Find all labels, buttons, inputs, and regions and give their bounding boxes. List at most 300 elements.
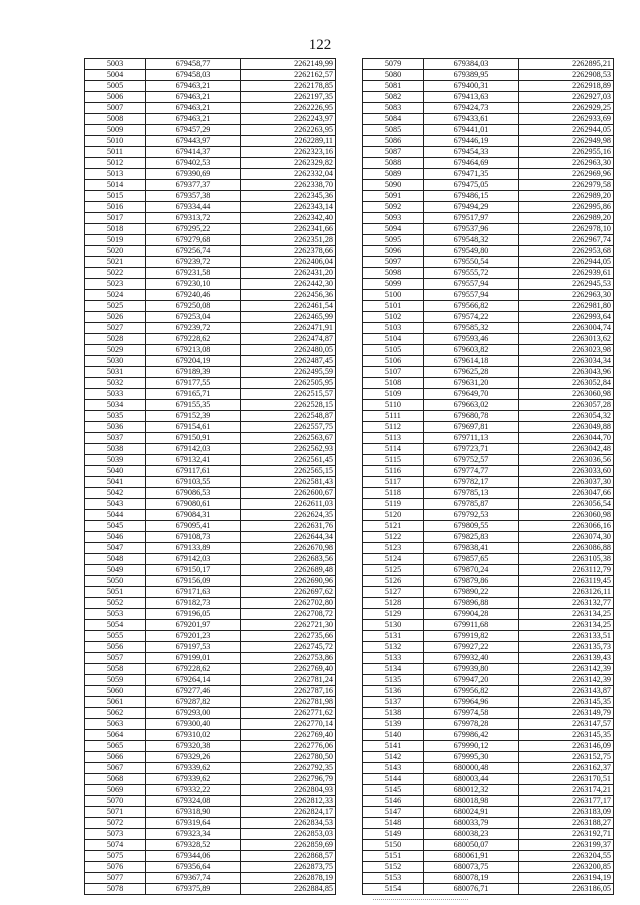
point-number-cell: 5061 [85, 697, 146, 708]
point-number-cell: 5105 [363, 345, 424, 356]
point-number-cell: 5100 [363, 290, 424, 301]
table-row [85, 257, 336, 268]
point-number-cell: 5020 [85, 246, 146, 257]
x-coordinate-cell: 679328,52 [146, 840, 241, 851]
table-row [363, 862, 614, 873]
point-number-cell: 5142 [363, 752, 424, 763]
y-coordinate-cell: 2262949,98 [519, 136, 614, 147]
point-number-cell: 5028 [85, 334, 146, 345]
table-row [363, 455, 614, 466]
x-coordinate-cell: 679911,68 [424, 620, 519, 631]
table-row [363, 829, 614, 840]
point-number-cell: 5007 [85, 103, 146, 114]
point-number-cell: 5146 [363, 796, 424, 807]
y-coordinate-cell: 2262780,50 [241, 752, 336, 763]
x-coordinate-cell: 679475,05 [424, 180, 519, 191]
y-coordinate-cell: 2262993,64 [519, 312, 614, 323]
x-coordinate-cell: 679400,31 [424, 81, 519, 92]
x-coordinate-cell: 679132,41 [146, 455, 241, 466]
page-number: 122 [308, 37, 332, 53]
y-coordinate-cell: 2262753,86 [241, 653, 336, 664]
point-number-cell: 5017 [85, 213, 146, 224]
x-coordinate-cell: 679413,63 [424, 92, 519, 103]
table-row [85, 312, 336, 323]
table-row [363, 433, 614, 444]
point-number-cell: 5039 [85, 455, 146, 466]
point-number-cell: 5060 [85, 686, 146, 697]
point-number-cell: 5098 [363, 268, 424, 279]
point-number-cell: 5108 [363, 378, 424, 389]
y-coordinate-cell: 2262644,34 [241, 532, 336, 543]
y-coordinate-cell: 2262515,57 [241, 389, 336, 400]
x-coordinate-cell: 679825,83 [424, 532, 519, 543]
x-coordinate-cell: 679414,37 [146, 147, 241, 158]
y-coordinate-cell: 2262345,36 [241, 191, 336, 202]
y-coordinate-cell: 2263145,35 [519, 697, 614, 708]
table-row [363, 664, 614, 675]
table-row [363, 499, 614, 510]
y-coordinate-cell: 2263044,70 [519, 433, 614, 444]
y-coordinate-cell: 2263147,57 [519, 719, 614, 730]
x-coordinate-cell: 679809,55 [424, 521, 519, 532]
x-coordinate-cell: 679155,35 [146, 400, 241, 411]
y-coordinate-cell: 2262341,66 [241, 224, 336, 235]
y-coordinate-cell: 2262873,75 [241, 862, 336, 873]
table-row [85, 213, 336, 224]
point-number-cell: 5067 [85, 763, 146, 774]
table-row [85, 785, 336, 796]
y-coordinate-cell: 2262563,67 [241, 433, 336, 444]
y-coordinate-cell: 2262351,28 [241, 235, 336, 246]
x-coordinate-cell: 679932,40 [424, 653, 519, 664]
y-coordinate-cell: 2262895,21 [519, 59, 614, 70]
table-row [85, 114, 336, 125]
y-coordinate-cell: 2262329,82 [241, 158, 336, 169]
y-coordinate-cell: 2262495,59 [241, 367, 336, 378]
point-number-cell: 5030 [85, 356, 146, 367]
y-coordinate-cell: 2262480,05 [241, 345, 336, 356]
point-number-cell: 5062 [85, 708, 146, 719]
table-row [85, 576, 336, 587]
y-coordinate-cell: 2262378,66 [241, 246, 336, 257]
table-row [85, 246, 336, 257]
table-row [85, 697, 336, 708]
x-coordinate-cell: 679904,28 [424, 609, 519, 620]
y-coordinate-cell: 2263042,48 [519, 444, 614, 455]
y-coordinate-cell: 2262787,16 [241, 686, 336, 697]
y-coordinate-cell: 2263056,54 [519, 499, 614, 510]
x-coordinate-cell: 680050,07 [424, 840, 519, 851]
x-coordinate-cell: 679454,33 [424, 147, 519, 158]
table-row [85, 367, 336, 378]
y-coordinate-cell: 2262963,30 [519, 290, 614, 301]
point-number-cell: 5145 [363, 785, 424, 796]
point-number-cell: 5010 [85, 136, 146, 147]
x-coordinate-cell: 679318,90 [146, 807, 241, 818]
table-row [363, 444, 614, 455]
table-row [85, 862, 336, 873]
y-coordinate-cell: 2262670,98 [241, 543, 336, 554]
y-coordinate-cell: 2262884,85 [241, 884, 336, 895]
x-coordinate-cell: 679389,95 [424, 70, 519, 81]
table-row [363, 675, 614, 686]
x-coordinate-cell: 679133,89 [146, 543, 241, 554]
point-number-cell: 5102 [363, 312, 424, 323]
table-row [85, 290, 336, 301]
point-number-cell: 5063 [85, 719, 146, 730]
x-coordinate-cell: 679201,23 [146, 631, 241, 642]
point-number-cell: 5029 [85, 345, 146, 356]
table-row [85, 466, 336, 477]
x-coordinate-cell: 679890,22 [424, 587, 519, 598]
x-coordinate-cell: 679240,46 [146, 290, 241, 301]
y-coordinate-cell: 2262178,85 [241, 81, 336, 92]
table-row [85, 125, 336, 136]
y-coordinate-cell: 2262967,74 [519, 235, 614, 246]
table-row [363, 807, 614, 818]
point-number-cell: 5110 [363, 400, 424, 411]
y-coordinate-cell: 2262461,54 [241, 301, 336, 312]
x-coordinate-cell: 680076,71 [424, 884, 519, 895]
y-coordinate-cell: 2262611,03 [241, 499, 336, 510]
x-coordinate-cell: 679332,22 [146, 785, 241, 796]
x-coordinate-cell: 679603,82 [424, 345, 519, 356]
table-row [363, 246, 614, 257]
x-coordinate-cell: 679171,63 [146, 587, 241, 598]
x-coordinate-cell: 679084,31 [146, 510, 241, 521]
x-coordinate-cell: 679300,40 [146, 719, 241, 730]
x-coordinate-cell: 679256,74 [146, 246, 241, 257]
point-number-cell: 5071 [85, 807, 146, 818]
y-coordinate-cell: 2262708,72 [241, 609, 336, 620]
table-row [363, 103, 614, 114]
x-coordinate-cell: 679537,96 [424, 224, 519, 235]
x-coordinate-cell: 679377,37 [146, 180, 241, 191]
y-coordinate-cell: 2263149,79 [519, 708, 614, 719]
table-row [363, 598, 614, 609]
y-coordinate-cell: 2262933,69 [519, 114, 614, 125]
table-row [363, 147, 614, 158]
table-row [85, 268, 336, 279]
y-coordinate-cell: 2263135,73 [519, 642, 614, 653]
x-coordinate-cell: 680018,98 [424, 796, 519, 807]
point-number-cell: 5133 [363, 653, 424, 664]
x-coordinate-cell: 679463,21 [146, 114, 241, 125]
y-coordinate-cell: 2262442,30 [241, 279, 336, 290]
point-number-cell: 5049 [85, 565, 146, 576]
x-coordinate-cell: 679555,72 [424, 268, 519, 279]
point-number-cell: 5044 [85, 510, 146, 521]
x-coordinate-cell: 679896,88 [424, 598, 519, 609]
point-number-cell: 5012 [85, 158, 146, 169]
point-number-cell: 5140 [363, 730, 424, 741]
y-coordinate-cell: 2262557,75 [241, 422, 336, 433]
table-row [363, 389, 614, 400]
point-number-cell: 5022 [85, 268, 146, 279]
table-row [363, 235, 614, 246]
x-coordinate-cell: 679390,69 [146, 169, 241, 180]
table-row [363, 367, 614, 378]
point-number-cell: 5064 [85, 730, 146, 741]
table-row [85, 81, 336, 92]
table-row [85, 642, 336, 653]
x-coordinate-cell: 679557,94 [424, 290, 519, 301]
table-row [85, 499, 336, 510]
table-row [85, 92, 336, 103]
point-number-cell: 5033 [85, 389, 146, 400]
x-coordinate-cell: 679631,20 [424, 378, 519, 389]
x-coordinate-cell: 679649,70 [424, 389, 519, 400]
x-coordinate-cell: 679402,53 [146, 158, 241, 169]
point-number-cell: 5115 [363, 455, 424, 466]
point-number-cell: 5034 [85, 400, 146, 411]
point-number-cell: 5126 [363, 576, 424, 587]
point-number-cell: 5088 [363, 158, 424, 169]
point-number-cell: 5056 [85, 642, 146, 653]
table-row [85, 356, 336, 367]
y-coordinate-cell: 2262859,69 [241, 840, 336, 851]
y-coordinate-cell: 2262702,80 [241, 598, 336, 609]
table-row [363, 411, 614, 422]
point-number-cell: 5135 [363, 675, 424, 686]
y-coordinate-cell: 2262796,79 [241, 774, 336, 785]
y-coordinate-cell: 2262804,93 [241, 785, 336, 796]
table-row [85, 136, 336, 147]
x-coordinate-cell: 679752,57 [424, 455, 519, 466]
table-row [363, 477, 614, 488]
table-row [85, 708, 336, 719]
point-number-cell: 5079 [363, 59, 424, 70]
table-row [363, 378, 614, 389]
table-row [85, 741, 336, 752]
point-number-cell: 5104 [363, 334, 424, 345]
point-number-cell: 5144 [363, 774, 424, 785]
point-number-cell: 5004 [85, 70, 146, 81]
table-row [85, 455, 336, 466]
point-number-cell: 5116 [363, 466, 424, 477]
point-number-cell: 5078 [85, 884, 146, 895]
point-number-cell: 5120 [363, 510, 424, 521]
y-coordinate-cell: 2262945,53 [519, 279, 614, 290]
table-row [363, 279, 614, 290]
y-coordinate-cell: 2263057,28 [519, 400, 614, 411]
y-coordinate-cell: 2262745,72 [241, 642, 336, 653]
y-coordinate-cell: 2262995,86 [519, 202, 614, 213]
table-row [85, 433, 336, 444]
table-row [363, 136, 614, 147]
x-coordinate-cell: 679838,41 [424, 543, 519, 554]
x-coordinate-cell: 679782,17 [424, 477, 519, 488]
point-number-cell: 5042 [85, 488, 146, 499]
point-number-cell: 5141 [363, 741, 424, 752]
y-coordinate-cell: 2262343,14 [241, 202, 336, 213]
y-coordinate-cell: 2263033,60 [519, 466, 614, 477]
y-coordinate-cell: 2262697,62 [241, 587, 336, 598]
table-row [85, 444, 336, 455]
coordinates-table-left [84, 58, 336, 895]
y-coordinate-cell: 2262456,36 [241, 290, 336, 301]
y-coordinate-cell: 2263112,79 [519, 565, 614, 576]
point-number-cell: 5019 [85, 235, 146, 246]
x-coordinate-cell: 680078,19 [424, 873, 519, 884]
x-coordinate-cell: 679550,54 [424, 257, 519, 268]
y-coordinate-cell: 2263188,27 [519, 818, 614, 829]
x-coordinate-cell: 679204,19 [146, 356, 241, 367]
table-row [363, 543, 614, 554]
table-row [363, 268, 614, 279]
x-coordinate-cell: 679344,06 [146, 851, 241, 862]
y-coordinate-cell: 2262624,35 [241, 510, 336, 521]
x-coordinate-cell: 680061,91 [424, 851, 519, 862]
x-coordinate-cell: 680003,44 [424, 774, 519, 785]
point-number-cell: 5048 [85, 554, 146, 565]
x-coordinate-cell: 679293,00 [146, 708, 241, 719]
table-row [85, 609, 336, 620]
table-row [85, 400, 336, 411]
x-coordinate-cell: 679947,20 [424, 675, 519, 686]
table-row [363, 851, 614, 862]
x-coordinate-cell: 679375,89 [146, 884, 241, 895]
y-coordinate-cell: 2262944,05 [519, 125, 614, 136]
point-number-cell: 5153 [363, 873, 424, 884]
point-number-cell: 5093 [363, 213, 424, 224]
point-number-cell: 5046 [85, 532, 146, 543]
point-number-cell: 5154 [363, 884, 424, 895]
table-row [363, 532, 614, 543]
y-coordinate-cell: 2262776,06 [241, 741, 336, 752]
y-coordinate-cell: 2262978,10 [519, 224, 614, 235]
y-coordinate-cell: 2262769,40 [241, 664, 336, 675]
table-row [363, 92, 614, 103]
y-coordinate-cell: 2262853,03 [241, 829, 336, 840]
x-coordinate-cell: 679574,22 [424, 312, 519, 323]
x-coordinate-cell: 679154,61 [146, 422, 241, 433]
point-number-cell: 5009 [85, 125, 146, 136]
table-row [363, 213, 614, 224]
point-number-cell: 5036 [85, 422, 146, 433]
table-row [85, 334, 336, 345]
y-coordinate-cell: 2262465,99 [241, 312, 336, 323]
table-row [363, 312, 614, 323]
y-coordinate-cell: 2262824,17 [241, 807, 336, 818]
x-coordinate-cell: 679857,65 [424, 554, 519, 565]
y-coordinate-cell: 2262332,04 [241, 169, 336, 180]
table-row [85, 279, 336, 290]
point-number-cell: 5111 [363, 411, 424, 422]
x-coordinate-cell: 679697,81 [424, 422, 519, 433]
x-coordinate-cell: 679663,02 [424, 400, 519, 411]
y-coordinate-cell: 2262690,96 [241, 576, 336, 587]
point-number-cell: 5058 [85, 664, 146, 675]
point-number-cell: 5006 [85, 92, 146, 103]
y-coordinate-cell: 2262474,87 [241, 334, 336, 345]
x-coordinate-cell: 679339,62 [146, 763, 241, 774]
table-row [363, 719, 614, 730]
table-row [363, 510, 614, 521]
y-coordinate-cell: 2263134,25 [519, 609, 614, 620]
y-coordinate-cell: 2262263,95 [241, 125, 336, 136]
point-number-cell: 5125 [363, 565, 424, 576]
table-row [363, 554, 614, 565]
point-number-cell: 5026 [85, 312, 146, 323]
y-coordinate-cell: 2263145,35 [519, 730, 614, 741]
y-coordinate-cell: 2263204,55 [519, 851, 614, 862]
table-row [363, 565, 614, 576]
x-coordinate-cell: 679548,32 [424, 235, 519, 246]
point-number-cell: 5103 [363, 323, 424, 334]
table-row [363, 587, 614, 598]
y-coordinate-cell: 2263134,25 [519, 620, 614, 631]
x-coordinate-cell: 680000,48 [424, 763, 519, 774]
x-coordinate-cell: 679156,09 [146, 576, 241, 587]
x-coordinate-cell: 679279,68 [146, 235, 241, 246]
x-coordinate-cell: 679197,53 [146, 642, 241, 653]
table-row [85, 719, 336, 730]
table-row [85, 664, 336, 675]
point-number-cell: 5081 [363, 81, 424, 92]
x-coordinate-cell: 679919,82 [424, 631, 519, 642]
table-row [363, 356, 614, 367]
point-number-cell: 5124 [363, 554, 424, 565]
point-number-cell: 5070 [85, 796, 146, 807]
point-number-cell: 5130 [363, 620, 424, 631]
point-number-cell: 5151 [363, 851, 424, 862]
x-coordinate-cell: 679995,30 [424, 752, 519, 763]
y-coordinate-cell: 2262989,20 [519, 191, 614, 202]
x-coordinate-cell: 679956,82 [424, 686, 519, 697]
x-coordinate-cell: 679231,58 [146, 268, 241, 279]
y-coordinate-cell: 2262342,40 [241, 213, 336, 224]
y-coordinate-cell: 2263174,21 [519, 785, 614, 796]
table-row [363, 301, 614, 312]
table-row [363, 708, 614, 719]
table-row [363, 125, 614, 136]
y-coordinate-cell: 2263142,39 [519, 675, 614, 686]
point-number-cell: 5037 [85, 433, 146, 444]
x-coordinate-cell: 679117,61 [146, 466, 241, 477]
y-coordinate-cell: 2263060,98 [519, 510, 614, 521]
point-number-cell: 5065 [85, 741, 146, 752]
y-coordinate-cell: 2262689,48 [241, 565, 336, 576]
y-coordinate-cell: 2262548,87 [241, 411, 336, 422]
x-coordinate-cell: 679142,03 [146, 444, 241, 455]
x-coordinate-cell: 679250,08 [146, 301, 241, 312]
y-coordinate-cell: 2262781,24 [241, 675, 336, 686]
table-row [363, 785, 614, 796]
x-coordinate-cell: 679549,80 [424, 246, 519, 257]
table-row [85, 103, 336, 114]
x-coordinate-cell: 679152,39 [146, 411, 241, 422]
x-coordinate-cell: 679964,96 [424, 697, 519, 708]
y-coordinate-cell: 2263146,09 [519, 741, 614, 752]
x-coordinate-cell: 679357,38 [146, 191, 241, 202]
point-number-cell: 5047 [85, 543, 146, 554]
y-coordinate-cell: 2263060,98 [519, 389, 614, 400]
y-coordinate-cell: 2263037,30 [519, 477, 614, 488]
y-coordinate-cell: 2262149,99 [241, 59, 336, 70]
x-coordinate-cell: 679463,21 [146, 92, 241, 103]
y-coordinate-cell: 2263023,98 [519, 345, 614, 356]
y-coordinate-cell: 2262929,25 [519, 103, 614, 114]
point-number-cell: 5083 [363, 103, 424, 114]
x-coordinate-cell: 679264,14 [146, 675, 241, 686]
table-row [363, 653, 614, 664]
x-coordinate-cell: 679201,97 [146, 620, 241, 631]
x-coordinate-cell: 679494,29 [424, 202, 519, 213]
y-coordinate-cell: 2263119,45 [519, 576, 614, 587]
point-number-cell: 5085 [363, 125, 424, 136]
table-row [363, 631, 614, 642]
